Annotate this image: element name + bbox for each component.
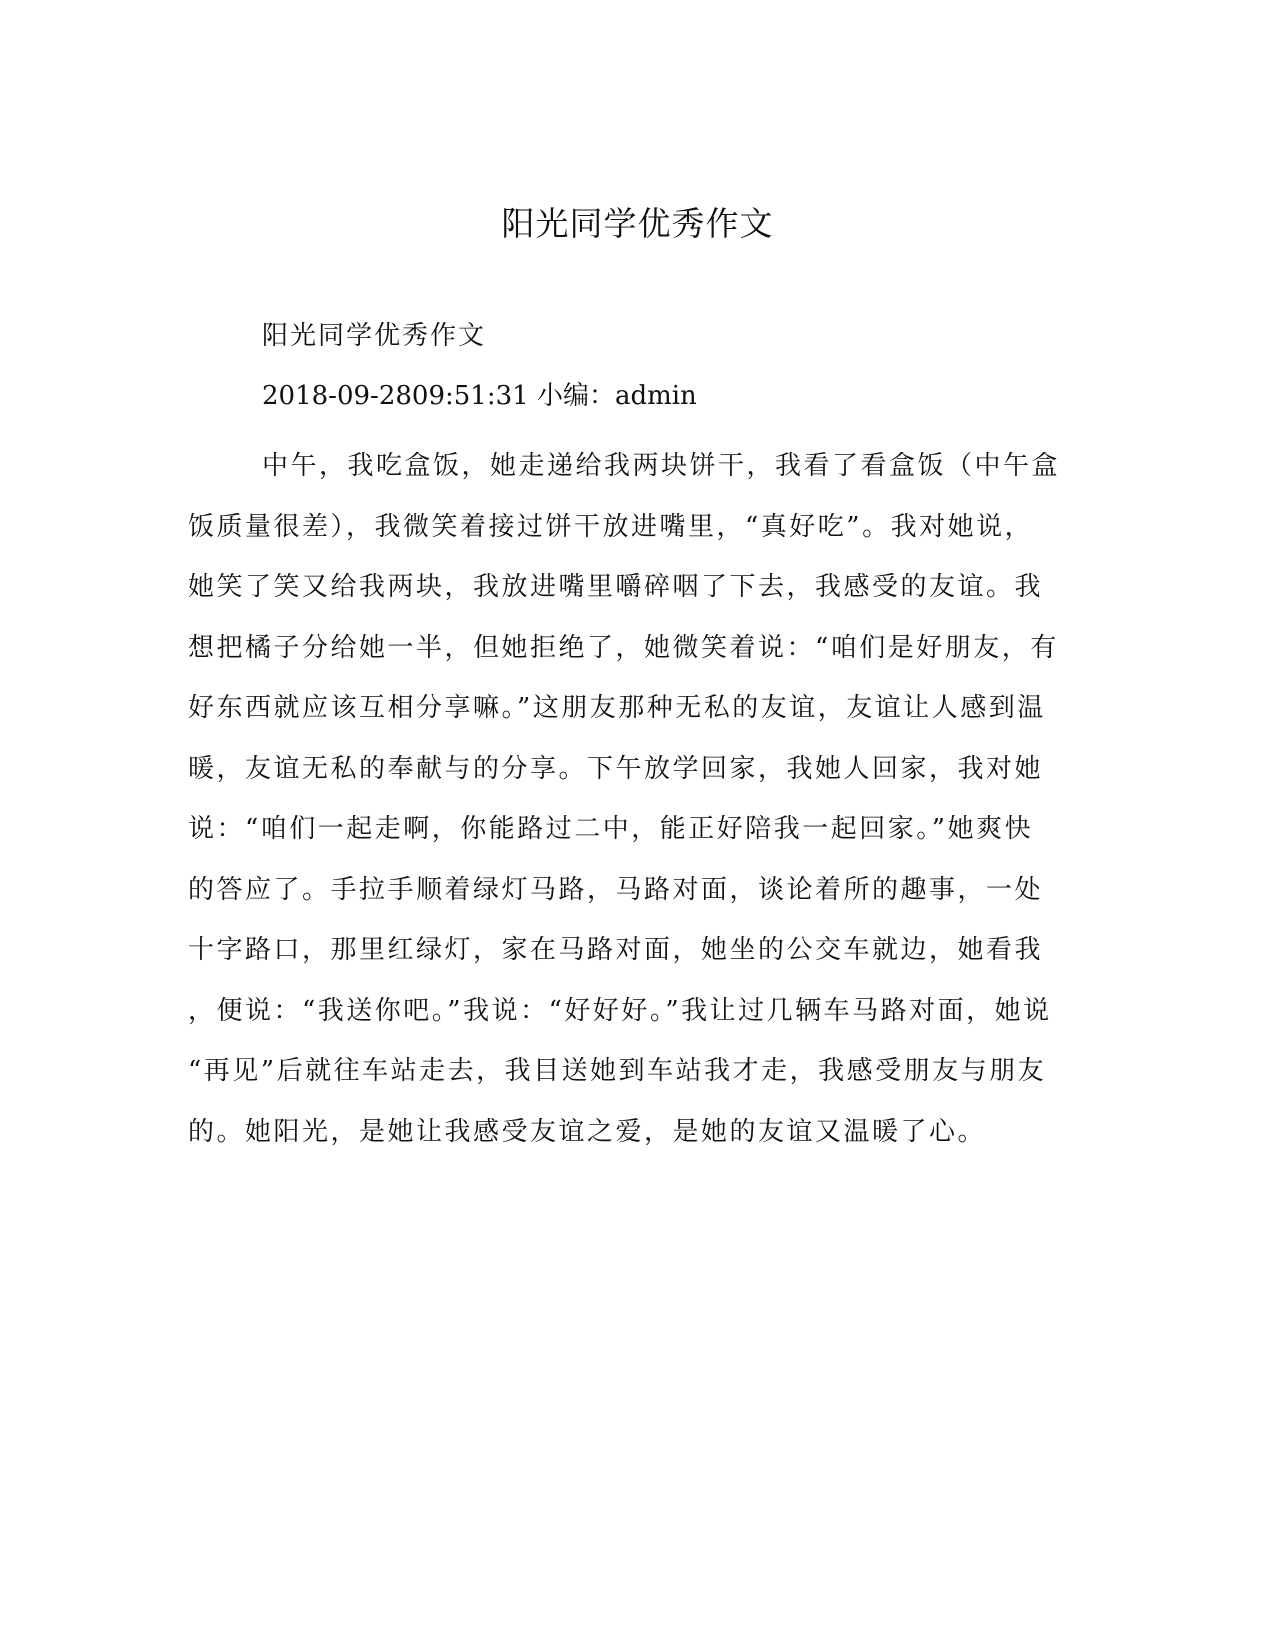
- body-line: 好东西就应该互相分享嘛。”这朋友那种无私的友谊，友谊让人感到温: [188, 693, 1046, 723]
- body-line: ，便说：“我送你吧。”我说：“好好好。”我让过几辆车马路对面，她说: [188, 995, 1052, 1026]
- body-line: 饭质量很差），我微笑着接过饼干放进嘴里，“真好吃”。我对她说，: [188, 511, 1034, 542]
- body-line: 十字路口，那里红绿灯，家在马路对面，她坐的公交车就边，她看我: [188, 935, 1044, 965]
- body-line: 她笑了笑又给我两块，我放进嘴里嚼碎咽了下去，我感受的友谊。我: [188, 572, 1044, 602]
- body-line: 想把橘子分给她一半，但她拒绝了，她微笑着说：“咱们是好朋友，有: [188, 632, 1059, 663]
- document-subtitle: 阳光同学优秀作文: [262, 321, 487, 351]
- body-line: “再见”后就往车站走去，我目送她到车站我才走，我感受朋友与朋友: [188, 1056, 1047, 1086]
- body-line: 暖，友谊无私的奉献与的分享。下午放学回家，我她人回家，我对她: [188, 753, 1044, 784]
- body-line: 的。她阳光，是她让我感受友谊之爱，是她的友谊又温暖了心。: [188, 1116, 987, 1147]
- document-title: 阳光同学优秀作文: [501, 204, 774, 243]
- body-line: 中午，我吃盒饭，她走递给我两块饼干，我看了看盒饭（中午盒: [262, 451, 1061, 481]
- body-line: 的答应了。手拉手顺着绿灯马路，马路对面，谈论着所的趣事，一处: [188, 874, 1044, 905]
- document-meta: 2018-09-2809:51:31 小编：admin: [262, 381, 697, 411]
- document-body: [188, 436, 1088, 1162]
- body-line: 说：“咱们一起走啊，你能路过二中，能正好陪我一起回家。”她爽快: [188, 814, 1034, 844]
